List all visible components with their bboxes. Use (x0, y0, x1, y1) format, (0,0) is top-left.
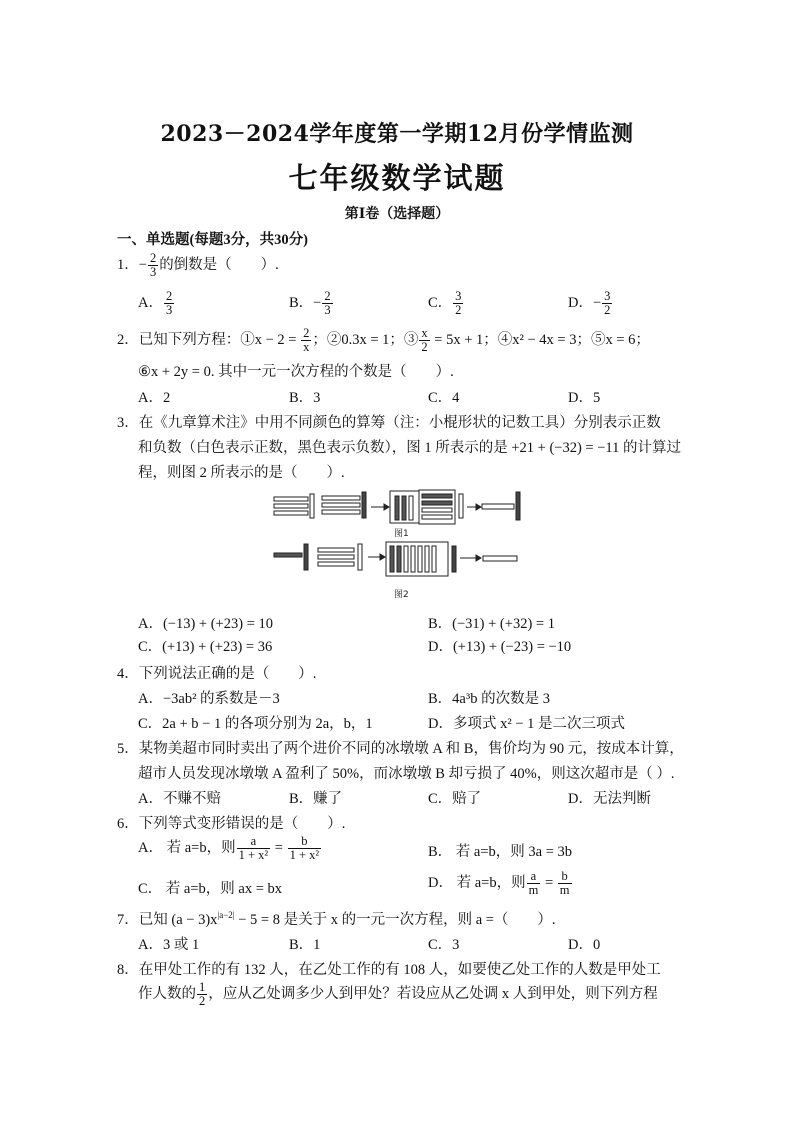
figure-2-label: 图2 (394, 590, 409, 600)
question-5-option-c[interactable]: C．赔了 (428, 791, 482, 807)
question-3-line-2: 和负数（白色表示正数，黑色表示负数），图 1 所表示的是 +21 + (−32) = −11 的计算过 (138, 440, 682, 456)
question-7-option-c[interactable]: C．3 (428, 937, 460, 953)
figure-1-label: 图1 (394, 529, 409, 539)
question-3-option-b[interactable]: B．(−31) + (+32) = 1 (428, 616, 555, 632)
question-7-stem: 7．已知 $(a - 3)x^{|a-2|} - 5 = 8$ 是关于 x 的一元一次方程，则 a =（ ）. (117, 910, 556, 928)
question-4-option-c[interactable]: C．2a + b − 1 的各项分别为 2a，b，1 (138, 716, 373, 732)
question-2-option-b[interactable]: B．3 (289, 390, 321, 406)
exam-title: 2023－2024学年度第一学期12月份学情监测 (160, 121, 634, 147)
question-8-line-1: 8．在甲处工作的有 132 人，在乙处工作的有 108 人，如要使乙处工作的人数是甲处工 (117, 962, 661, 978)
question-8-line-2: 作人数的 $\frac{1}{2}$ ，应从乙处调多少人到甲处？若设应从乙处调 x 人到甲处，则下列方程 (138, 980, 658, 1008)
question-6-option-a[interactable]: A． 若 a=b，则 $\frac{a}{\text{1 + x²}}$ = $\frac{b}{\text{1 + x²}}$ (138, 834, 320, 862)
question-1-stem: 1．− $\frac{2}{3}$ 的倒数是（ ）. (117, 251, 279, 279)
question-5-line-1: 5．某物美超市同时卖出了两个进价不同的冰墩墩 A 和 B，售价均为 90 元，按成本计算， (117, 741, 684, 757)
question-3-option-c[interactable]: C．(+13) + (+23) = 36 (138, 639, 273, 655)
question-2-line-1: 2．已知下列方程：①x − 2 = $\frac{2}{x}$ ；②0.3x = 1；③ $\frac{x}{2}$ = 5x + 1；④x² − 4x = 3；⑤x = 6； (117, 326, 650, 354)
question-2-option-c[interactable]: C．4 (428, 390, 460, 406)
question-1-option-c[interactable]: C． $\frac{3}{2}$ (428, 289, 462, 317)
question-3-option-d[interactable]: D．(+13) + (−23) = −10 (428, 639, 572, 655)
question-2-line-2: ⑥x + 2y = 0. 其中一元一次方程的个数是（ ）. (138, 364, 454, 380)
fraction: $\frac{2}{3}$ (149, 251, 157, 279)
question-7-option-b[interactable]: B．1 (289, 937, 321, 953)
question-3-option-a[interactable]: A．(−13) + (+23) = 10 (138, 616, 273, 632)
question-6-option-b[interactable]: B． 若 a=b，则 3a = 3b (428, 844, 573, 860)
question-3-line-1: 3．在《九章算术注》中用不同颜色的算筹（注：小棍形状的记数工具）分别表示正数 (117, 415, 661, 431)
question-5-option-d[interactable]: D．无法判断 (568, 791, 651, 807)
question-3-line-3: 程，则图 2 所表示的是（ ）. (138, 465, 345, 481)
question-7-option-a[interactable]: A．3 或 1 (138, 937, 200, 953)
question-7-option-d[interactable]: D．0 (568, 937, 601, 953)
question-6-stem: 6．下列等式变形错误的是（ ）. (117, 816, 346, 832)
question-4-option-d[interactable]: D．多项式 x² − 1 是二次三项式 (428, 716, 625, 732)
question-5-option-b[interactable]: B．赚了 (289, 791, 343, 807)
question-5-option-a[interactable]: A．不赚不赔 (138, 791, 221, 807)
question-6-option-c[interactable]: C． 若 a=b，则 ax = bx (138, 881, 283, 897)
question-1-option-b[interactable]: B．− $\frac{2}{3}$ (289, 289, 331, 317)
counting-rods-figure (270, 486, 530, 602)
section-heading: 一、单选题(每题3分，共30分) (117, 232, 308, 248)
question-4-option-a[interactable]: A．−3ab² 的系数是－3 (138, 691, 280, 707)
question-2-option-d[interactable]: D．5 (568, 390, 601, 406)
question-6-option-d[interactable]: D． 若 a=b，则 $\frac{a}{m}$ = $\frac{b}{m}$ (428, 869, 570, 897)
question-4-stem: 4．下列说法正确的是（ ）. (117, 666, 317, 682)
question-5-line-2: 超市人员发现冰墩墩 A 盈利了 50%，而冰墩墩 B 却亏损了 40%，则这次超市是（ ）. (138, 766, 675, 782)
question-2-option-a[interactable]: A．2 (138, 390, 171, 406)
question-4-option-b[interactable]: B．4a³b 的次数是 3 (428, 691, 550, 707)
question-1-option-a[interactable]: A． $\frac{2}{3}$ (138, 289, 173, 317)
question-1-option-d[interactable]: D．− $\frac{3}{2}$ (568, 289, 611, 317)
volume-label: 第Ⅰ卷（选择题） (344, 207, 450, 222)
exam-subtitle: 七年级数学试题 (288, 161, 506, 195)
